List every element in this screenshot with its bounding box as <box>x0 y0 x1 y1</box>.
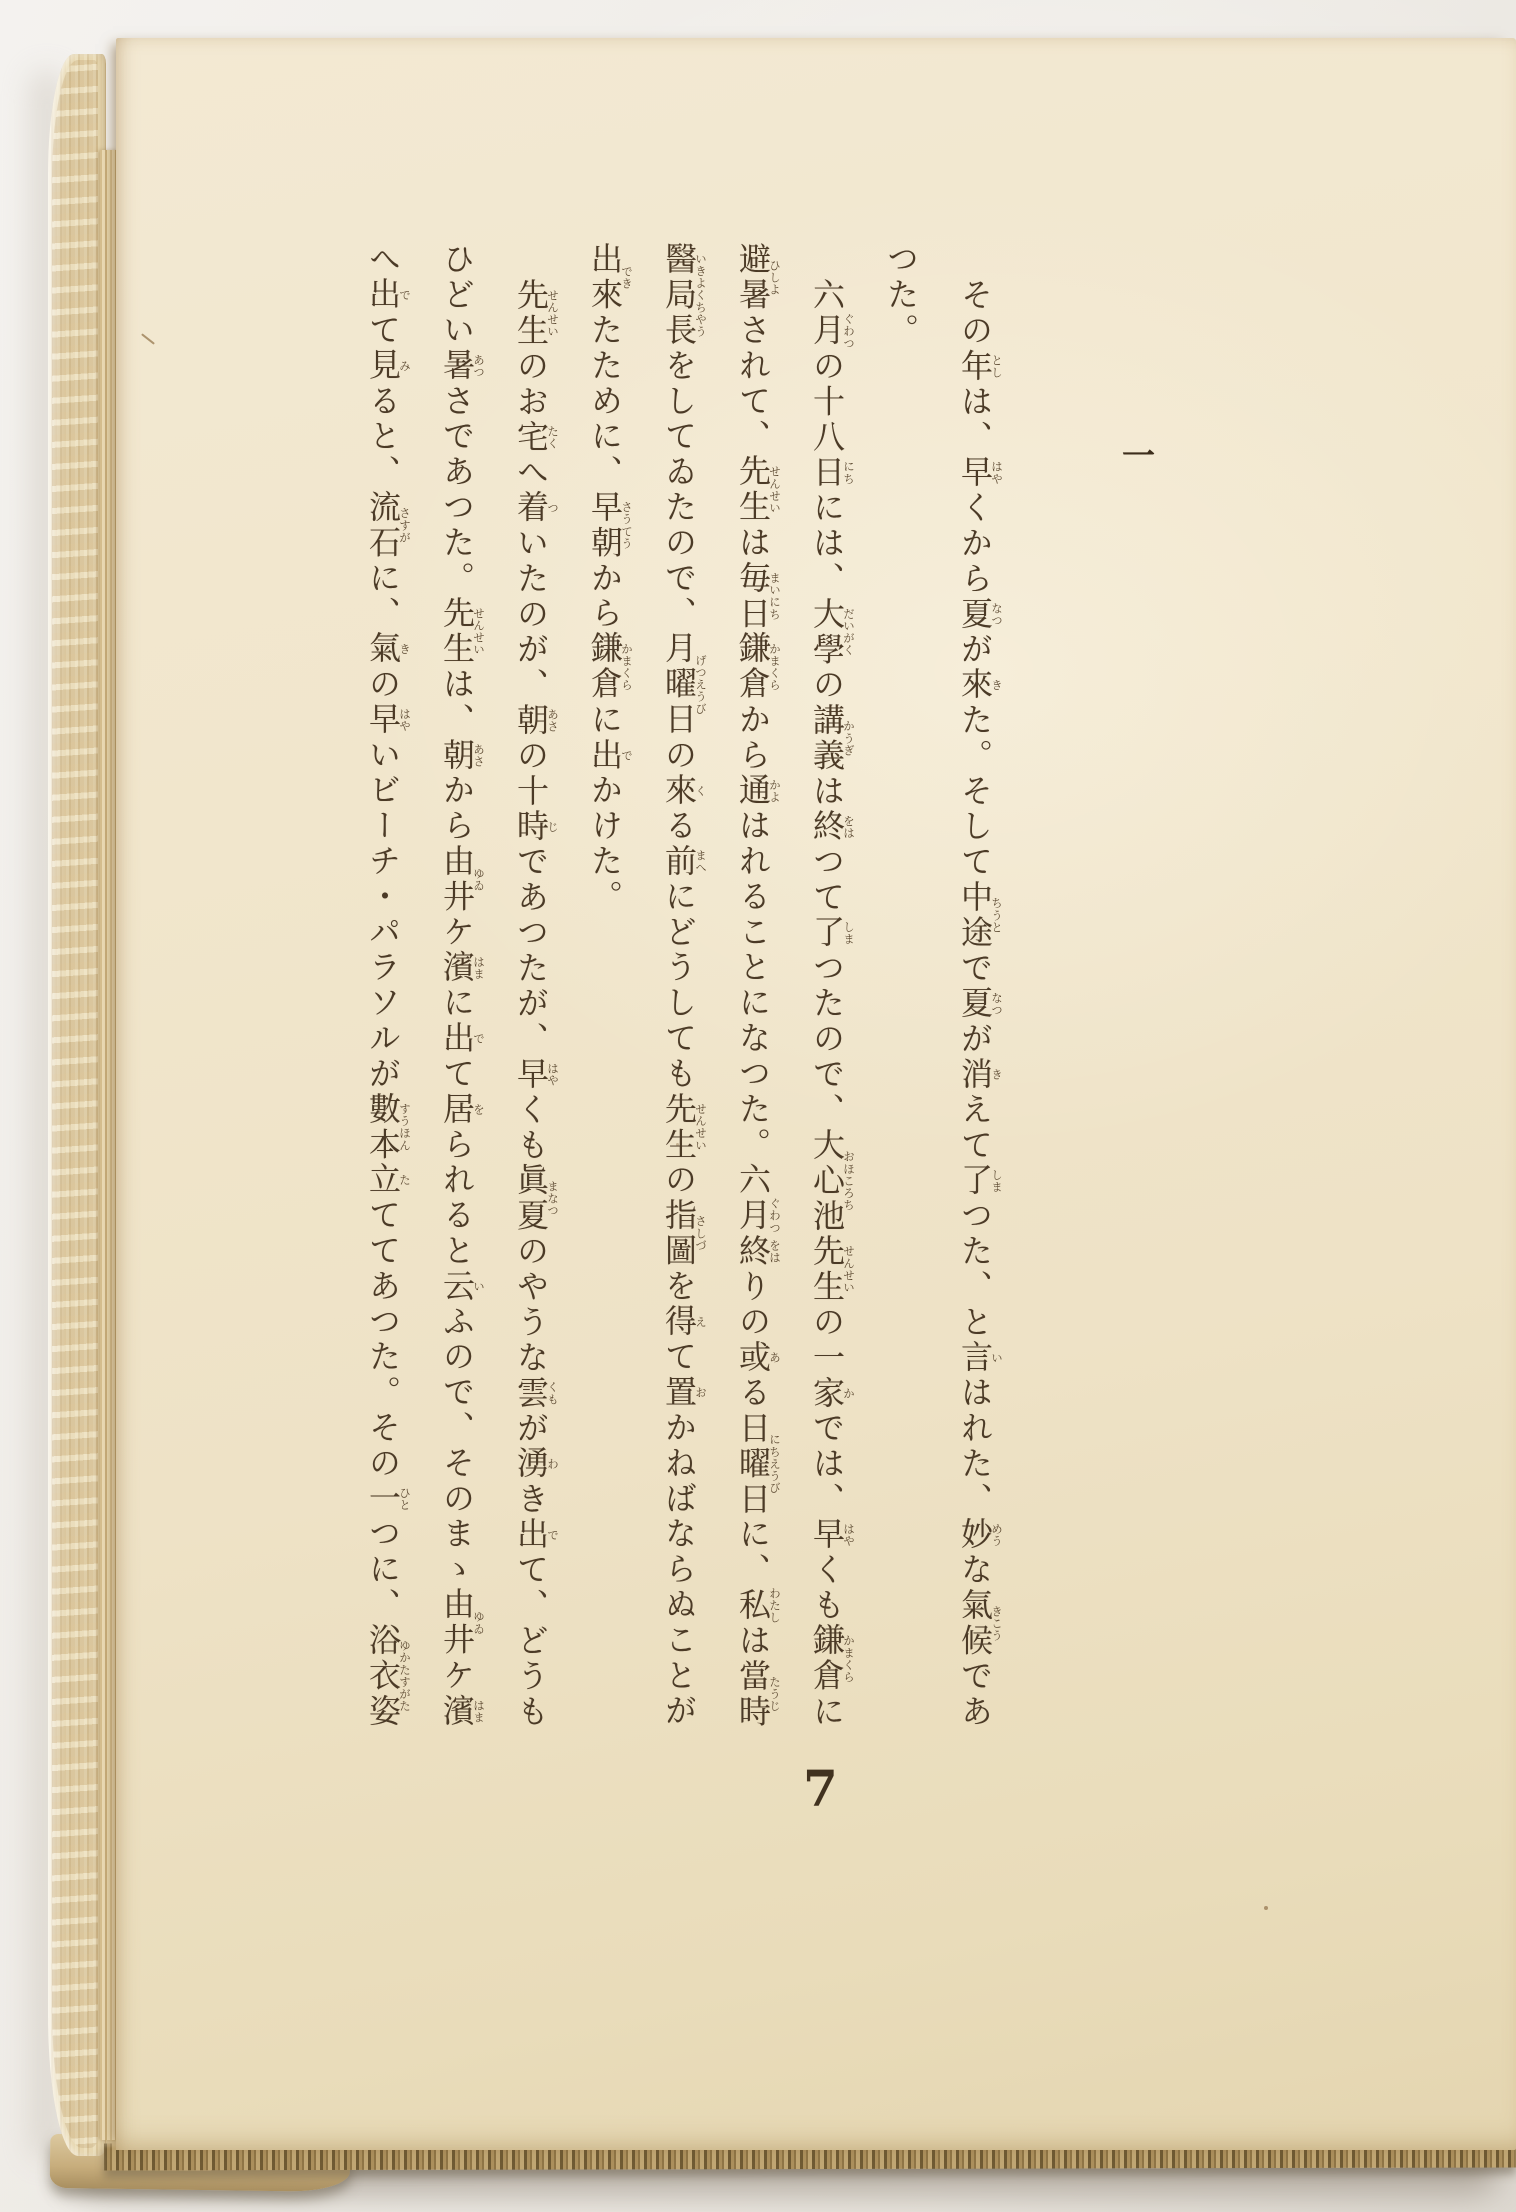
kanji-with-furigana: 通かよ <box>734 773 782 809</box>
kanji-with-furigana: 見み <box>364 348 412 384</box>
kanji-with-furigana: 大學だいがく <box>808 596 856 668</box>
kanji-with-furigana: 大心池おほころち <box>808 1127 856 1234</box>
kanji-with-furigana: 了しま <box>956 1163 1004 1199</box>
chapter-number: 一 <box>1117 438 1156 471</box>
kanji-with-furigana: 鎌倉かまくら <box>734 631 782 703</box>
kanji-with-furigana: 流石さすが <box>364 489 412 561</box>
kanji-with-furigana: 消き <box>956 1056 1004 1093</box>
kanji-with-furigana: 月曜日げつえうび <box>660 631 708 738</box>
kanji-with-furigana: 家か <box>808 1375 856 1411</box>
kanji-with-furigana: 着つ <box>512 490 560 526</box>
text-column: 醫局長いきよくちやうをしてゐたので、月曜日げつえうびの來くる前まへにどうしても先生せんせいの指圖さしづを得えて置おかねばならぬことが <box>660 242 708 1729</box>
kanji-with-furigana: 講義かうぎ <box>808 702 856 774</box>
text-column: ひどい暑あつさであつた。先生せんせいは、朝あさから由井ゆゐケ濱はまに出でて居をられると云いふので、そのまゝ由井ゆゐケ濱はま <box>438 242 486 1729</box>
kanji-with-furigana: 言い <box>956 1340 1004 1376</box>
kanji-with-furigana: 置お <box>660 1374 708 1411</box>
kanji-with-furigana: 朝あさ <box>512 702 560 739</box>
kanji-with-furigana: 一ひと <box>364 1481 412 1517</box>
kanji-with-furigana: 出で <box>364 277 412 313</box>
kanji-with-furigana: 朝あさ <box>438 737 486 774</box>
kanji-with-furigana: 由井ゆゐ <box>438 843 486 915</box>
kanji-with-furigana: 立た <box>364 1162 412 1198</box>
kanji-with-furigana: 早はや <box>956 455 1004 491</box>
kanji-with-furigana: 鎌倉かまくら <box>808 1623 856 1695</box>
kanji-with-furigana: 醫局長いきよくちやう <box>660 242 708 349</box>
kanji-with-furigana: 出で <box>438 1020 486 1057</box>
book-page <box>116 38 1516 2150</box>
kanji-with-furigana: 濱はま <box>438 1693 486 1729</box>
kanji-with-furigana: 雲くも <box>512 1375 560 1411</box>
kanji-with-furigana: 時じ <box>512 809 560 845</box>
kanji-with-furigana: 指圖さしづ <box>660 1197 708 1269</box>
kanji-with-furigana: 或あ <box>734 1339 782 1376</box>
book-fore-edge-texture <box>52 60 98 2148</box>
kanji-with-furigana: 避暑ひしよ <box>734 242 782 313</box>
kanji-with-furigana: 先生せんせい <box>512 278 560 349</box>
kanji-with-furigana: 了しま <box>808 915 856 951</box>
kanji-with-furigana: 數本すうほん <box>364 1091 412 1163</box>
text-column: 先生せんせいのお宅たくへ着ついたのが、朝あさの十時じであつたが、早はやくも眞夏まなつのやうな雲くもが湧わき出でて、どうも <box>512 278 560 1730</box>
kanji-with-furigana: 日曜日にちえうび <box>734 1410 782 1517</box>
kanji-with-furigana: 氣候きこう <box>956 1587 1004 1659</box>
kanji-with-furigana: 出で <box>586 737 634 774</box>
kanji-with-furigana: 浴衣姿ゆかたすがた <box>364 1622 412 1729</box>
text-column: つた。 <box>882 242 920 349</box>
paper-speck <box>1264 1906 1268 1910</box>
text-column: 避暑ひしよされて、先生せんせいは毎日まいにち鎌倉かまくらから通かよはれることになつた。六月ぐわつ終をはりの或ある日曜日にちえうびに、私わたしは當時たうじ <box>734 242 782 1730</box>
kanji-with-furigana: 早はや <box>512 1056 560 1093</box>
kanji-with-furigana: 年とし <box>956 348 1004 385</box>
kanji-with-furigana: 夏なつ <box>956 596 1004 633</box>
kanji-with-furigana: 當時たうじ <box>734 1658 782 1730</box>
kanji-with-furigana: 終をは <box>734 1233 782 1270</box>
kanji-with-furigana: 終をは <box>808 809 856 845</box>
kanji-with-furigana: 月ぐわつ <box>808 312 856 350</box>
kanji-with-furigana: 中途ちうと <box>956 879 1004 951</box>
kanji-with-furigana: 先生せんせい <box>660 1091 708 1163</box>
kanji-with-furigana: 早はや <box>808 1517 856 1553</box>
kanji-with-furigana: 先生せんせい <box>734 454 782 526</box>
kanji-with-furigana: 出來でき <box>586 242 634 313</box>
page-number: 7 <box>803 1759 838 1818</box>
kanji-with-furigana: 毎日まいにち <box>734 560 782 632</box>
kanji-with-furigana: 出で <box>512 1517 560 1553</box>
kanji-with-furigana: 氣き <box>364 631 412 667</box>
kanji-with-furigana: 前まへ <box>660 843 708 880</box>
kanji-with-furigana: 眞夏まなつ <box>512 1163 560 1234</box>
kanji-with-furigana: 云い <box>438 1268 486 1305</box>
kanji-with-furigana: 早朝さうてう <box>586 489 634 561</box>
kanji-with-furigana: 日にち <box>808 455 856 491</box>
kanji-with-furigana: 居を <box>438 1091 486 1128</box>
kanji-with-furigana: 由井ゆゐ <box>438 1587 486 1659</box>
kanji-with-furigana: 月ぐわつ <box>734 1197 782 1234</box>
text-column: 出來できたために、早朝さうてうから鎌倉かまくらに出でかけた。 <box>586 242 634 915</box>
kanji-with-furigana: 來き <box>956 667 1004 703</box>
kanji-with-furigana: 早はや <box>364 702 412 738</box>
kanji-with-furigana: 先生せんせい <box>808 1233 856 1305</box>
kanji-with-furigana: 暑あつ <box>438 348 486 384</box>
text-column: その年としは、早はやくから夏なつが來きた。そして中途ちうとで夏なつが消きえて了しまつた、と言いはれた、妙めうな氣候きこうであ <box>956 278 1004 1730</box>
kanji-with-furigana: 先生せんせい <box>438 596 486 667</box>
text-column: へ出でて見みると、流石さすがに、氣きの早はやいビーチ・パラソルが數本すうほん立たててあつた。その一ひとつに、浴衣姿ゆかたすがた <box>364 242 412 1729</box>
kanji-with-furigana: 濱はま <box>438 950 486 986</box>
kanji-with-furigana: 湧わ <box>512 1446 560 1482</box>
paper-fiber-speck <box>141 333 155 344</box>
kanji-with-furigana: 夏なつ <box>956 986 1004 1022</box>
kanji-with-furigana: 來く <box>660 773 708 809</box>
kanji-with-furigana: 宅たく <box>512 419 560 456</box>
kanji-with-furigana: 鎌倉かまくら <box>586 631 634 703</box>
kanji-with-furigana: 妙めう <box>956 1517 1004 1553</box>
kanji-with-furigana: 私わたし <box>734 1587 782 1624</box>
text-column: 六月ぐわつの十八日にちには、大學だいがくの講義かうぎは終をはつて了しまつたので、大心池おほころち先生せんせいの一家かでは、早はやくも鎌倉かまくらに <box>808 278 856 1730</box>
kanji-with-furigana: 得え <box>660 1304 708 1340</box>
